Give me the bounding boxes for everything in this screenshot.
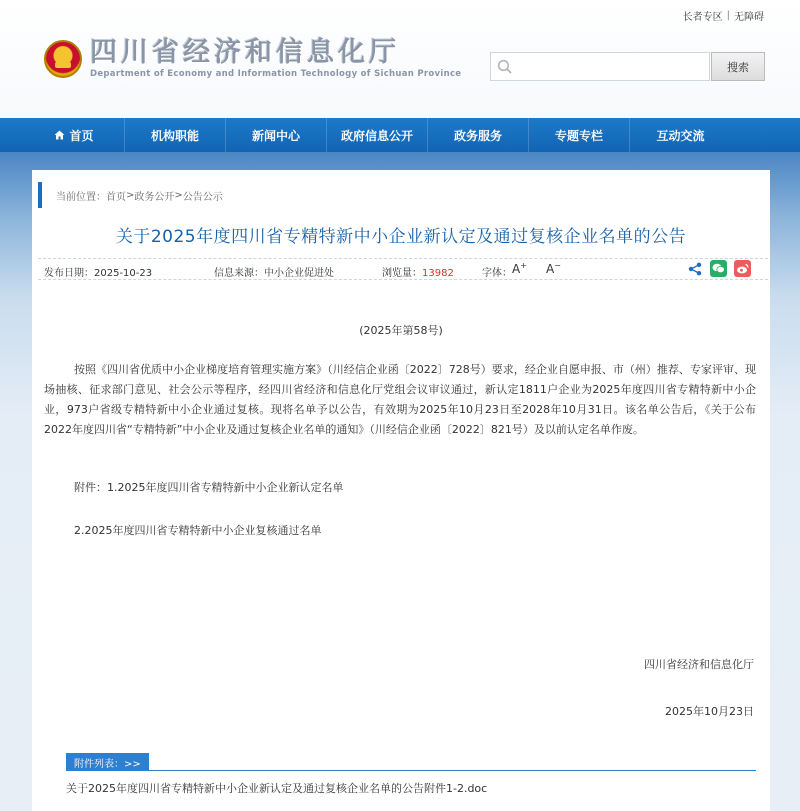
article-panel	[32, 170, 770, 811]
nav-item-home[interactable]	[24, 118, 125, 152]
weibo-icon[interactable]	[734, 260, 751, 277]
view-count	[382, 264, 454, 279]
breadcrumb-home[interactable]: 首页	[106, 191, 126, 203]
publish-date-label: 发布日期：	[44, 268, 94, 279]
attachment-list-divider	[66, 770, 756, 771]
article-meta-bar	[38, 258, 768, 280]
site-name-en: Department of Economy and Information Technology of Sichuan Province	[90, 69, 462, 79]
info-source	[214, 264, 334, 279]
search-button[interactable]: 搜索	[711, 52, 765, 81]
national-emblem-icon	[44, 40, 82, 78]
nav-item-news[interactable]: 新闻中心	[226, 118, 327, 152]
nav-item-gov-info[interactable]: 政府信息公开	[327, 118, 428, 152]
breadcrumb-separator: >	[126, 189, 135, 201]
search-box	[490, 52, 710, 81]
site-name-cn: 四川省经济和信息化厅	[90, 37, 400, 68]
search-input[interactable]	[519, 54, 709, 79]
views-label: 浏览量：	[382, 268, 422, 279]
nav-item-interaction[interactable]: 互动交流	[656, 128, 705, 143]
breadcrumb-announcements[interactable]: 公告公示	[182, 191, 223, 203]
share-icon[interactable]	[688, 262, 702, 279]
search-icon	[491, 53, 519, 80]
attachment-file-link[interactable]: 关于2025年度四川省专精特新中小企业新认定及通过复核企业名单的公告附件1-2.doc	[66, 782, 488, 795]
attachment-line-1: 附件：1.2025年度四川省专精特新中小企业新认定名单	[74, 481, 344, 494]
site-header	[0, 0, 800, 118]
top-links	[683, 8, 764, 23]
font-increase-button[interactable]: A+	[512, 261, 527, 276]
breadcrumb-gov-affairs[interactable]: 政务公开	[134, 191, 175, 203]
body-paragraph: 按照《四川省优质中小企业梯度培育管理实施方案》（川经信企业函〔2022〕728号）要求，经企业自愿申报、市（州）推荐、专家评审、现场抽核、征求部门意见、社会公示等程序，经四川省经济和信息化厅党组会议审议通过，新认定1811户企业为2025年度四川省专精特新中小企业，973户省级专精特新中小企业通过复核。现将名单予以公告，有效期为2025年10月23日至2028年10月31日。该名单公告后，《关于公布2022年度四川省“专精特新”中小企业及通过复核企业名单的通知》（川经信企业函〔2022〕821号）及以前认定名单作废。	[44, 363, 756, 436]
main-nav	[0, 118, 800, 152]
source-label: 信息来源：	[214, 268, 264, 279]
document-number: (2025年第58号)	[359, 324, 443, 337]
font-decrease-button[interactable]: A−	[546, 261, 561, 276]
nav-item-topics[interactable]: 专题专栏	[529, 118, 630, 152]
accessibility-link[interactable]: 无障碍	[734, 12, 764, 23]
article-title: 关于2025年度四川省专精特新中小企业新认定及通过复核企业名单的公告	[115, 227, 687, 247]
breadcrumb-separator: >	[174, 189, 183, 201]
attachment-list-header: 附件列表：>>	[66, 753, 149, 771]
issue-date: 2025年10月23日	[665, 705, 754, 718]
publish-date	[44, 264, 152, 279]
nav-item-label: 首页	[69, 128, 94, 143]
site-logo[interactable]	[44, 38, 461, 79]
attachment-line-2: 2.2025年度四川省专精特新中小企业复核通过名单	[74, 524, 322, 537]
source-value: 中小企业促进处	[264, 268, 334, 279]
nav-item-services[interactable]: 政务服务	[428, 118, 529, 152]
wechat-icon[interactable]	[710, 260, 727, 277]
elderly-zone-link[interactable]: 长者专区	[682, 12, 723, 23]
views-value: 13982	[422, 268, 454, 279]
top-link-separator: |	[726, 10, 730, 21]
nav-item-institutions[interactable]: 机构职能	[125, 118, 226, 152]
publish-date-value: 2025-10-23	[94, 268, 153, 279]
font-size-label: 字体：	[482, 268, 512, 279]
breadcrumb-prefix: 当前位置：	[56, 191, 106, 203]
home-icon	[54, 130, 65, 140]
issuing-authority: 四川省经济和信息化厅	[644, 658, 754, 671]
article-body	[44, 360, 756, 440]
breadcrumb	[38, 182, 223, 208]
